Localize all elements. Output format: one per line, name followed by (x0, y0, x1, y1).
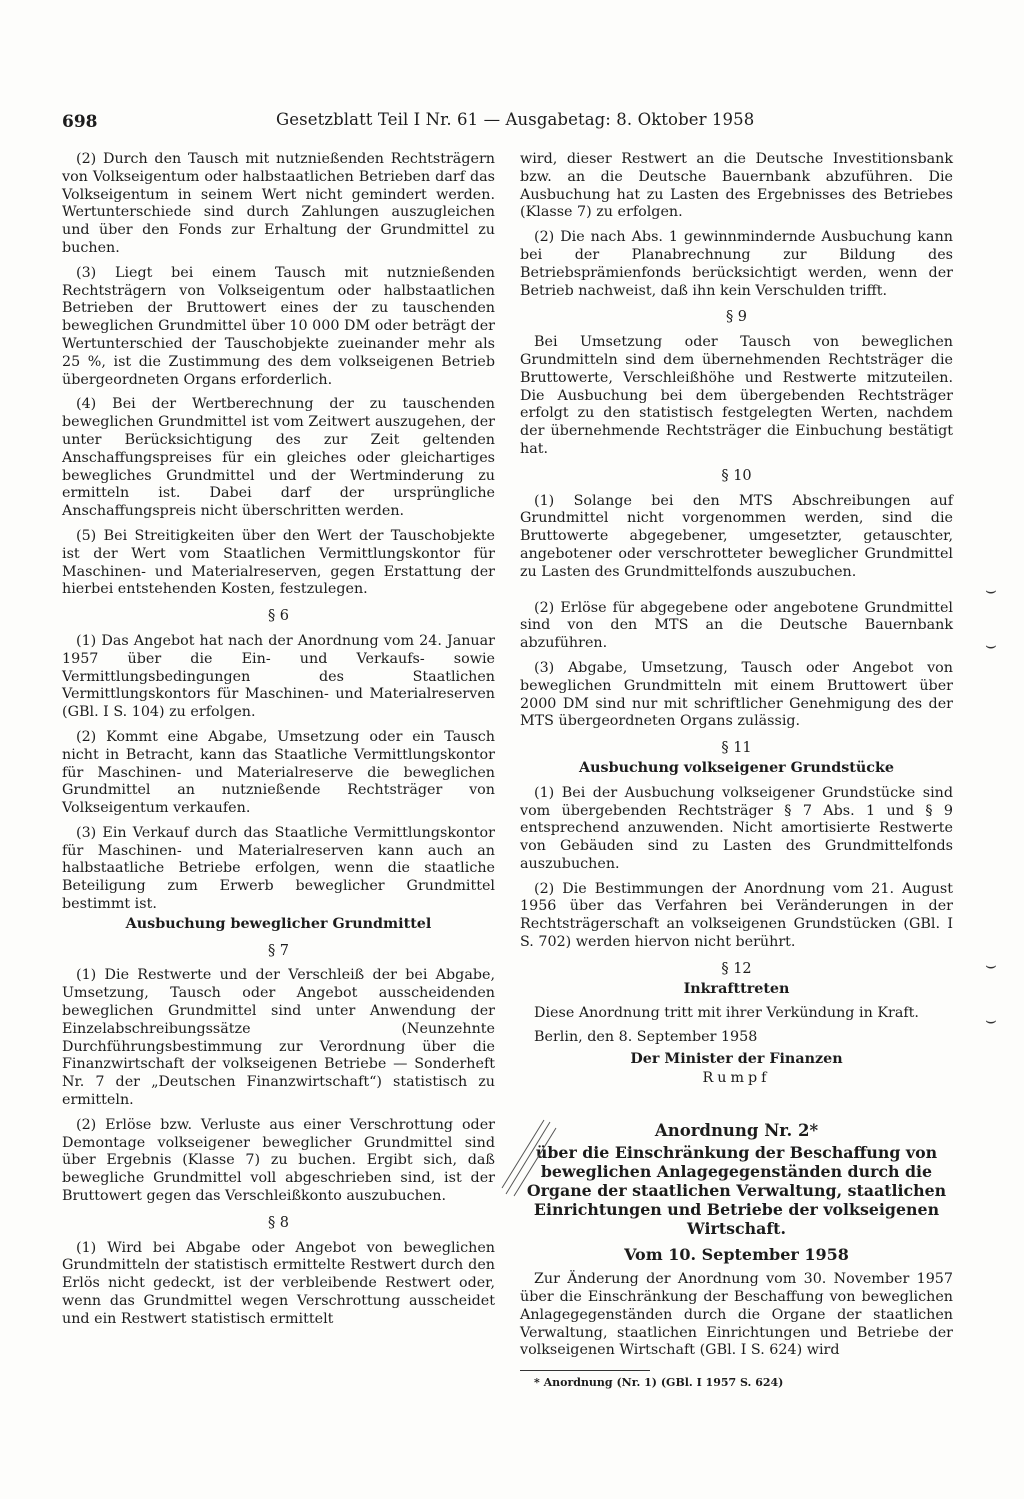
section-7-heading: § 7 (267, 942, 290, 959)
section-title: Ausbuchung beweglicher Grundmittel (125, 915, 432, 932)
paragraph: Bei Umsetzung oder Tausch von beweglichen Grundmitteln sind dem übernehmenden Rechtsträger die Bruttowerte, Verschleißhöhe und Restwerte mitzuteilen. Die Ausbuchung bei dem übergebenden Rechtsträger erfolgt zu den statistisch festgelegten Werten, nachdem der übernehmende Rechtsträger die Einbuchung bestätigt hat. (520, 334, 953, 457)
paragraph: (3) Abgabe, Umsetzung, Tausch oder Angebot von beweglichen Grundmitteln mit einem Bruttowert über 2000 DM sind nur mit schriftlicher Genehmigung des der MTS übergeordneten Organs zulässig. (520, 659, 953, 730)
paragraph: (1) Solange bei den MTS Abschreibungen auf Grundmittel nicht vorgenommen werden, sind die Bruttowerte abgegebener, umgesetzter, getauschter, angebotener oder verschrotteter beweglicher Grundmittel zu Lasten des Grundmittelfonds auszubuchen. (520, 492, 953, 580)
paragraph: (2) Die nach Abs. 1 gewinnmindernde Ausbuchung kann bei der Planabrechnung zur Bildung des Betriebsprämienfonds berücksichtigt werden, wenn der Betrieb nachweist, daß ihn kein Verschulden trifft. (520, 229, 953, 299)
paragraph: (3) Ein Verkauf durch das Staatliche Vermittlungskontor für Maschinen- und Materialreserven kann auch an halbstaatliche Betriebe erfolgen, wenn die staatliche Beteiligung zum Erwerb beweglicher Grundmittel bestimmt ist. (62, 824, 495, 913)
section-9-heading: § 9 (725, 309, 748, 326)
paragraph: (1) Die Restwerte und der Verschleiß der bei Abgabe, Umsetzung, Tausch oder Angebot ausscheidenden beweglichen Grundmittel sind unter Anwendung der Einzelabschreibungssätze (Neunzehnte Durchführungsbestimmung zur Verordnung über die Finanzwirtschaft der volkseigenen Betriebe — Sonderheft Nr. 7 der „Deutschen Finanzwirtschaft“) statistisch zu ermitteln. (62, 967, 495, 1109)
section-10-heading: § 10 (721, 467, 752, 484)
paragraph: (2) Erlöse bzw. Verluste aus einer Verschrottung oder Demontage volkseigener beweglicher Grundmittel sind über Ergebnis (Klasse 7) zu buchen. Ergibt sich, daß bewegliche Grundmittel voll abgeschrieben sind, ist der Bruttowert gegen das Verschleißkonto auszubuchen. (62, 1116, 495, 1205)
paragraph: (4) Bei der Wertberechnung der zu tauschenden beweglichen Grundmittel ist vom Zeitwert auszugehen, der unter Berücksichtigung des zur Zeit geltenden Anschaffungspreises für ein gleiches oder gleichartiges bewegliches Grundmittel und der Wertminderung zu ermitteln ist. Dabei darf der ursprüngliche Anschaffungspreis nicht überschritten werden. (62, 396, 495, 520)
date-line: Berlin, den 8. September 1958 (534, 1029, 758, 1046)
paragraph: Diese Anordnung tritt mit ihrer Verkündung in Kraft. (534, 1005, 919, 1022)
ordinance-date: Vom 10. September 1958 (624, 1245, 849, 1265)
paragraph: (2) Die Bestimmungen der Anordnung vom 21. August 1956 über das Verfahren bei Veränderungen in der Rechtsträgerschaft an volkseigenen Grundstücken (GBl. I S. 702) werden hiervon nicht berührt. (520, 880, 953, 951)
left-column (62, 151, 495, 1329)
right-column (520, 151, 953, 1392)
section-12-heading: § 12 (721, 960, 752, 977)
ordinance-title: Anordnung Nr. 2* (654, 1120, 819, 1140)
section-8-heading: § 8 (267, 1214, 290, 1231)
paragraph: (2) Erlöse für abgegebene oder angebotene Grundmittel sind von den MTS an die Deutsche Bauernbank abzuführen. (520, 599, 953, 652)
paragraph: (2) Durch den Tausch mit nutznießenden Rechtsträgern von Volkseigentum oder halbstaatlichen Betrieben darf das Volkseigentum in seinem Wert nicht gemindert werden. Wertunterschiede sind durch Zahlungen auszugleichen und über den Fonds zur Erhaltung der Grundmittel zu buchen. (62, 151, 495, 256)
paragraph: (1) Wird bei Abgabe oder Angebot von beweglichen Grundmitteln der statistisch ermittelte Restwert durch den Erlös nicht gedeckt, ist der verbleibende Restwert oder, wenn das Grundmittel wegen Verschrottung ausscheidet und ein Restwert statistisch ermittelt (62, 1239, 495, 1327)
paragraph: (2) Kommt eine Abgabe, Umsetzung oder ein Tausch nicht in Betracht, kann das Staatliche Vermittlungskontor für Maschinen- und Materialreserve die beweglichen Grundmittel an nutznießende Rechtsträger von Volkseigentum verkaufen. (62, 728, 495, 817)
margin-tick-mark: ⌣ (985, 955, 997, 976)
signer-title: Der Minister der Finanzen (630, 1051, 843, 1068)
margin-tick-mark: ⌣ (985, 1010, 997, 1031)
paragraph: (1) Das Angebot hat nach der Anordnung vom 24. Januar 1957 über die Ein- und Verkaufs- sowie Vermittlungsbedingungen des Staatlichen Vermittlungskontors für Maschinen- und Materialreserven (GBl. I S. 104) zu erfolgen. (62, 632, 495, 721)
page-header-title: Gesetzblatt Teil I Nr. 61 — Ausgabetag: 8. Oktober 1958 (276, 110, 755, 129)
footnote-divider (520, 1370, 650, 1371)
paragraph: (1) Bei der Ausbuchung volkseigener Grundstücke sind vom übergebenden Rechtsträger § 7 Abs. 1 und § 9 entsprechend anzuwenden. Nicht amortisierte Restwerte von Gebäuden sind zu Lasten des Grundmittelfonds auszubuchen. (520, 784, 953, 872)
section-12-title: Inkrafttreten (683, 980, 790, 997)
paragraph: (5) Bei Streitigkeiten über den Wert der Tauschobjekte ist der Wert vom Staatlichen Vermittlungskontor für Maschinen- und Materialreserven, gegen Erstattung der hierbei entstehenden Kosten, festzulegen. (62, 527, 495, 598)
signer-name: Rumpf (702, 1069, 771, 1086)
ordinance-subject: über die Einschränkung der Beschaffung von beweglichen Anlagegegenständen durch die Organe der staatlichen Verwaltung, staatlichen Einrichtungen und Betriebe der volkseigenen Wirtschaft. (526, 1143, 947, 1239)
section-11-title: Ausbuchung volkseigener Grundstücke (579, 759, 894, 776)
paragraph: (3) Liegt bei einem Tausch mit nutznießenden Rechtsträgern von Volkseigentum oder halbstaatlichen Betrieben der Bruttowert eines der zu tauschenden beweglichen Grundmittel über 10 000 DM oder beträgt der Wertunterschied der Tauschobjekte zueinander mehr als 25 %, ist die Zustimmung des dem volkseigenen Betrieb übergeordneten Organs erforderlich. (62, 264, 495, 388)
section-11-heading: § 11 (721, 740, 752, 757)
margin-tick-mark: ⌣ (985, 580, 997, 601)
section-6-heading: § 6 (267, 608, 290, 625)
page-number: 698 (62, 112, 98, 132)
footnote: * Anordnung (Nr. 1) (GBl. I 1957 S. 624) (534, 1376, 784, 1390)
paragraph: wird, dieser Restwert an die Deutsche Investitionsbank bzw. an die Deutsche Bauernbank abzuführen. Die Ausbuchung hat zu Lasten des Ergebnisses des Betriebes (Klasse 7) zu erfolgen. (520, 151, 953, 221)
margin-tick-mark: ⌣ (985, 635, 997, 656)
paragraph: Zur Änderung der Anordnung vom 30. November 1957 über die Einschränkung der Beschaffung von beweglichen Anlagegegenständen durch die Organe der staatlichen Verwaltung, staatlichen Einrichtungen und Betriebe der volkseigenen Wirtschaft (GBl. I S. 624) wird (520, 1271, 953, 1359)
pen-stroke-mark (498, 1118, 558, 1198)
